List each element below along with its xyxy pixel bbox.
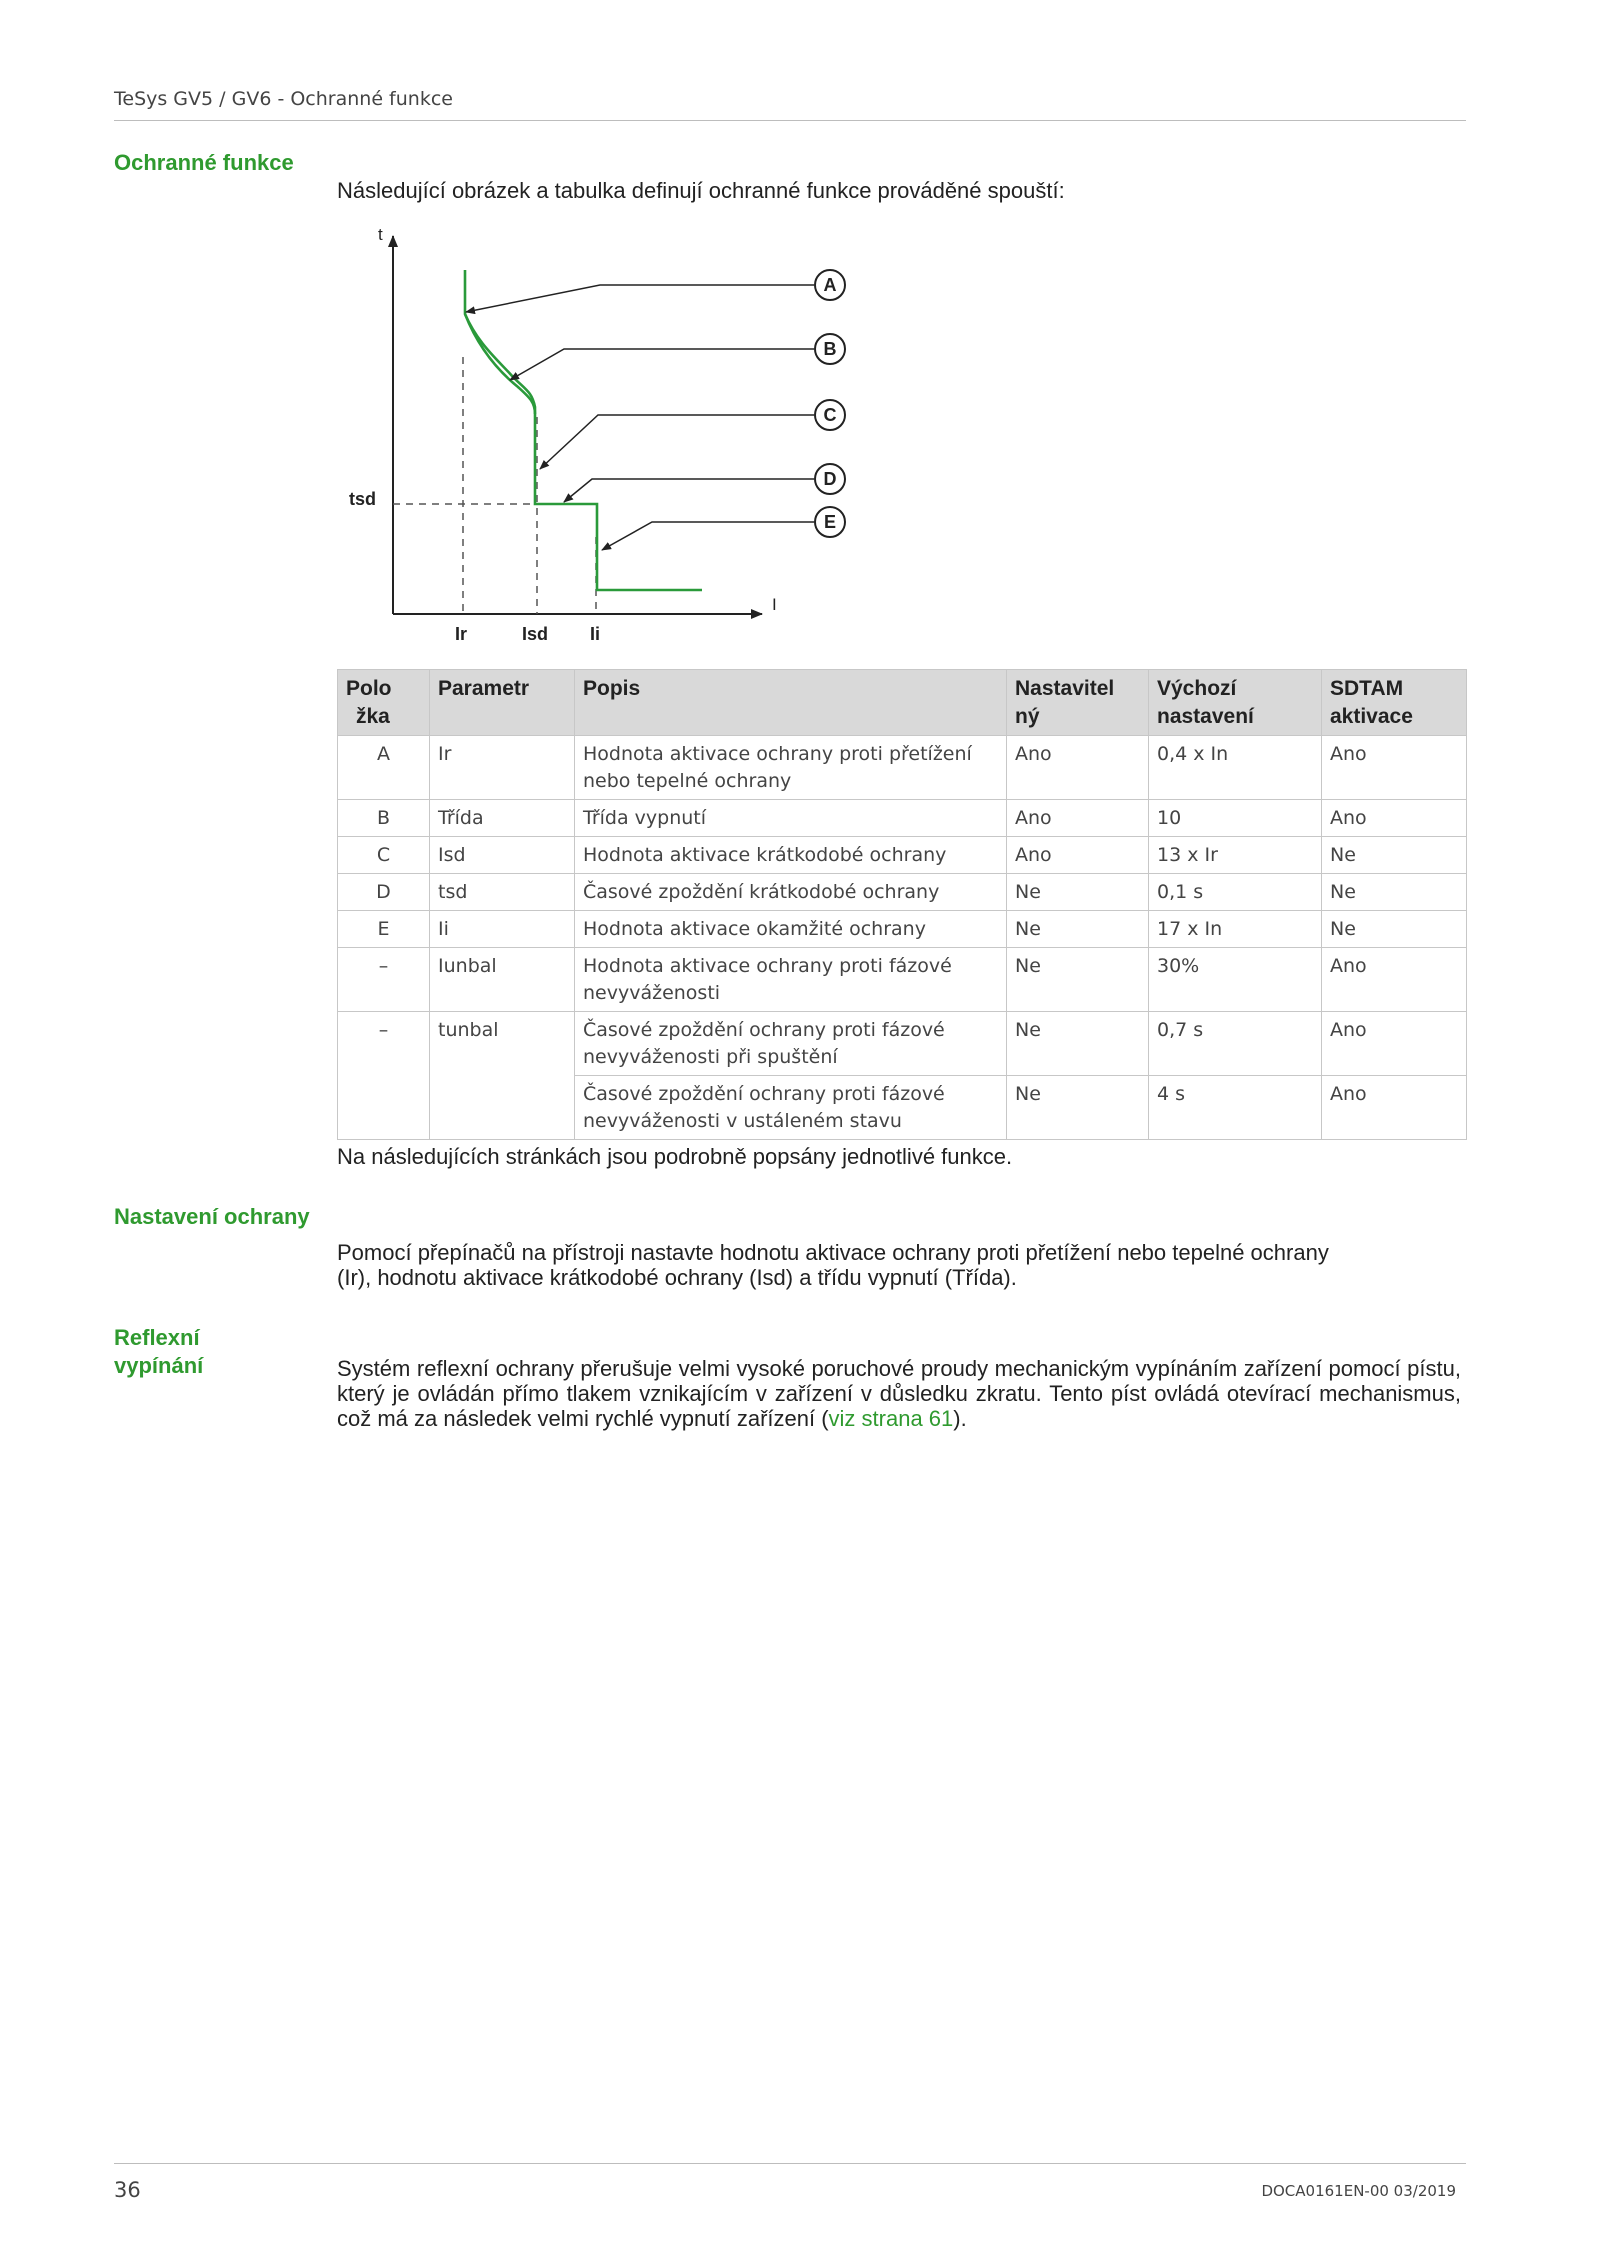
- page-footer: [114, 2163, 1466, 2202]
- x-tick-isd: Isd: [522, 624, 549, 644]
- trip-curve-cold: [465, 270, 702, 590]
- protection-setting-text: Pomocí přepínačů na přístroji nastavte hodnotu aktivace ochrany proti přetížení nebo tepelné ochrany (Ir), hodnotu aktivace krátkodobé ochrany (Isd) a třídu vypnutí (Třída).: [337, 1240, 1329, 1290]
- trip-curve-diagram: [330, 222, 870, 652]
- cell-parameter: Ii: [430, 911, 575, 948]
- cell-description: Hodnota aktivace ochrany proti přetížení nebo tepelné ochrany: [575, 736, 1007, 800]
- callout-d-letter: D: [823, 469, 837, 489]
- page-number: 36: [114, 2178, 141, 2202]
- callout-c: [815, 400, 845, 430]
- page-61-link[interactable]: viz strana 61: [828, 1406, 954, 1431]
- callout-b: [815, 334, 845, 364]
- cell-adjustable: Ano: [1007, 736, 1149, 800]
- heading-line-1: Reflexní: [114, 1325, 200, 1350]
- table-row: [338, 800, 1467, 837]
- cell-default: 4 s: [1149, 1076, 1322, 1140]
- cell-description: Hodnota aktivace ochrany proti fázové nevyváženosti: [575, 948, 1007, 1012]
- cell-description: Hodnota aktivace okamžité ochrany: [575, 911, 1007, 948]
- table-row: [338, 736, 1467, 800]
- cell-item: C: [338, 837, 430, 874]
- table-row: [338, 1012, 1467, 1076]
- cell-description: Časové zpoždění ochrany proti fázové nevyváženosti při spuštění: [575, 1012, 1007, 1076]
- intro-text: Následující obrázek a tabulka definují ochranné funkce prováděné spouští:: [337, 178, 1065, 203]
- cell-item: –: [338, 1012, 430, 1140]
- reflex-tripping-end: ).: [953, 1406, 967, 1431]
- cell-sdtam: Ne: [1322, 911, 1467, 948]
- cell-item: –: [338, 948, 430, 1012]
- callout-e-letter: E: [823, 512, 837, 532]
- cell-item: A: [338, 736, 430, 800]
- leader-line-e: [602, 522, 814, 550]
- cell-adjustable: Ne: [1007, 1076, 1149, 1140]
- cell-parameter: Isd: [430, 837, 575, 874]
- cell-sdtam: Ne: [1322, 874, 1467, 911]
- callout-d: [815, 464, 845, 494]
- section-heading-reflex-tripping: [114, 1324, 344, 1380]
- cell-adjustable: Ne: [1007, 1012, 1149, 1076]
- cell-default: 30%: [1149, 948, 1322, 1012]
- cell-sdtam: Ano: [1322, 1076, 1467, 1140]
- leader-line-c: [540, 415, 814, 469]
- header-adjustable: Nastavitel ný: [1007, 670, 1149, 736]
- cell-parameter: Třída: [430, 800, 575, 837]
- section-heading-protection-setting: Nastavení ochrany: [114, 1204, 310, 1229]
- cell-adjustable: Ne: [1007, 911, 1149, 948]
- table-note: Na následujících stránkách jsou podrobně popsány jednotlivé funkce.: [337, 1144, 1013, 1169]
- cell-parameter: Ir: [430, 736, 575, 800]
- cell-default: 13 x Ir: [1149, 837, 1322, 874]
- tsd-label: tsd: [349, 489, 376, 509]
- cell-parameter: tunbal: [430, 1012, 575, 1140]
- callout-c-letter: C: [823, 405, 837, 425]
- table-row: [338, 837, 1467, 874]
- section-heading-protective-functions: Ochranné funkce: [114, 150, 294, 175]
- table-row: [338, 911, 1467, 948]
- leader-line-a: [466, 285, 814, 312]
- cell-default: 10: [1149, 800, 1322, 837]
- callout-a-letter: A: [823, 275, 837, 295]
- cell-sdtam: Ne: [1322, 837, 1467, 874]
- reflex-tripping-text: [337, 1356, 1461, 1431]
- cell-item: B: [338, 800, 430, 837]
- running-head: TeSys GV5 / GV6 - Ochranné funkce: [114, 88, 1466, 121]
- header-sdtam-activation: SDTAM aktivace: [1322, 670, 1467, 736]
- table-header-row: [338, 670, 1467, 736]
- cell-adjustable: Ano: [1007, 837, 1149, 874]
- x-tick-ii: Ii: [590, 624, 601, 644]
- header-item: Polo žka: [338, 670, 430, 736]
- reflex-tripping-body: Systém reflexní ochrany přerušuje velmi vysoké poruchové proudy mechanickým vypínáním zařízení pomocí pístu, který je ovládán přímo tlakem vznikajícím v zařízení v důsledku zkratu. Tento píst ovládá otevírací mechanismus, což má za následek velmi rychlé vypnutí zařízení (: [337, 1356, 1461, 1431]
- cell-parameter: tsd: [430, 874, 575, 911]
- cell-description: Časové zpoždění krátkodobé ochrany: [575, 874, 1007, 911]
- cell-description: Časové zpoždění ochrany proti fázové nevyváženosti v ustáleném stavu: [575, 1076, 1007, 1140]
- cell-sdtam: Ano: [1322, 948, 1467, 1012]
- cell-sdtam: Ano: [1322, 800, 1467, 837]
- x-axis-label: I: [772, 595, 777, 614]
- header-default-setting: Výchozí nastavení: [1149, 670, 1322, 736]
- cell-sdtam: Ano: [1322, 736, 1467, 800]
- cell-adjustable: Ano: [1007, 800, 1149, 837]
- cell-default: 0,1 s: [1149, 874, 1322, 911]
- leader-line-b: [510, 349, 814, 380]
- callout-e: [815, 507, 845, 537]
- header-parameter: Parametr: [430, 670, 575, 736]
- y-axis-label: t: [378, 225, 383, 244]
- cell-item: D: [338, 874, 430, 911]
- cell-default: 17 x In: [1149, 911, 1322, 948]
- table-row: [338, 874, 1467, 911]
- callout-b-letter: B: [823, 339, 837, 359]
- callout-a: [815, 270, 845, 300]
- document-code: DOCA0161EN-00 03/2019: [1261, 2182, 1456, 2200]
- cell-default: 0,4 x In: [1149, 736, 1322, 800]
- heading-line-2: vypínání: [114, 1353, 204, 1378]
- cell-description: Třída vypnutí: [575, 800, 1007, 837]
- cell-adjustable: Ne: [1007, 948, 1149, 1012]
- table-row: [338, 948, 1467, 1012]
- cell-sdtam: Ano: [1322, 1012, 1467, 1076]
- cell-item: E: [338, 911, 430, 948]
- header-description: Popis: [575, 670, 1007, 736]
- leader-line-d: [564, 479, 814, 502]
- x-tick-ir: Ir: [455, 624, 468, 644]
- cell-parameter: Iunbal: [430, 948, 575, 1012]
- cell-adjustable: Ne: [1007, 874, 1149, 911]
- protection-parameters-table: [337, 669, 1467, 1140]
- cell-default: 0,7 s: [1149, 1012, 1322, 1076]
- cell-description: Hodnota aktivace krátkodobé ochrany: [575, 837, 1007, 874]
